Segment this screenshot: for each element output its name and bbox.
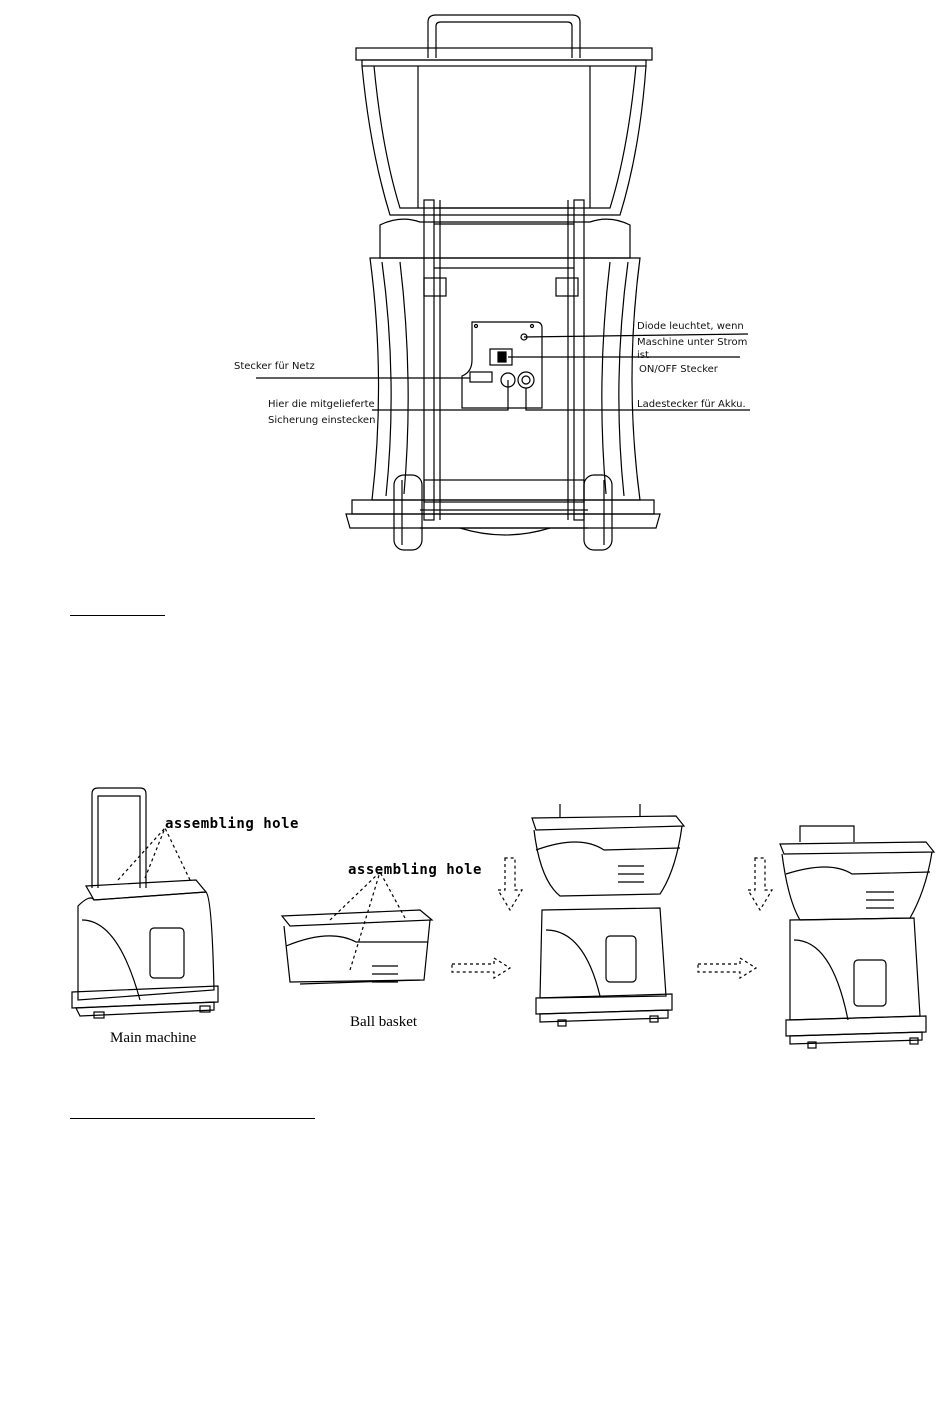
- main-machine-caption: Main machine: [110, 1030, 197, 1046]
- diode-callout-line3: ist: [637, 350, 649, 361]
- diode-callout-line2: Maschine unter Strom: [637, 337, 748, 348]
- section-underline-2: [70, 1118, 315, 1119]
- assembling-hole-label-basket: assembling hole: [348, 862, 482, 878]
- assembly-figure: [0, 770, 950, 1070]
- fuse-callout-line1: Hier die mitgelieferte: [268, 399, 375, 410]
- ball-basket-caption: Ball basket: [350, 1014, 418, 1030]
- assembly-drawing: [0, 770, 950, 1070]
- onoff-callout: ON/OFF Stecker: [639, 364, 718, 375]
- fuse-callout-line2: Sicherung einstecken: [268, 415, 376, 426]
- section-underline: [70, 615, 165, 616]
- rear-view-drawing: [0, 0, 950, 570]
- rear-view-figure: [0, 0, 950, 570]
- charge-callout: Ladestecker für Akku.: [637, 399, 746, 410]
- diode-callout-line1: Diode leuchtet, wenn: [637, 321, 744, 332]
- netz-callout: Stecker für Netz: [234, 361, 315, 372]
- assembling-hole-label-main: assembling hole: [165, 816, 299, 832]
